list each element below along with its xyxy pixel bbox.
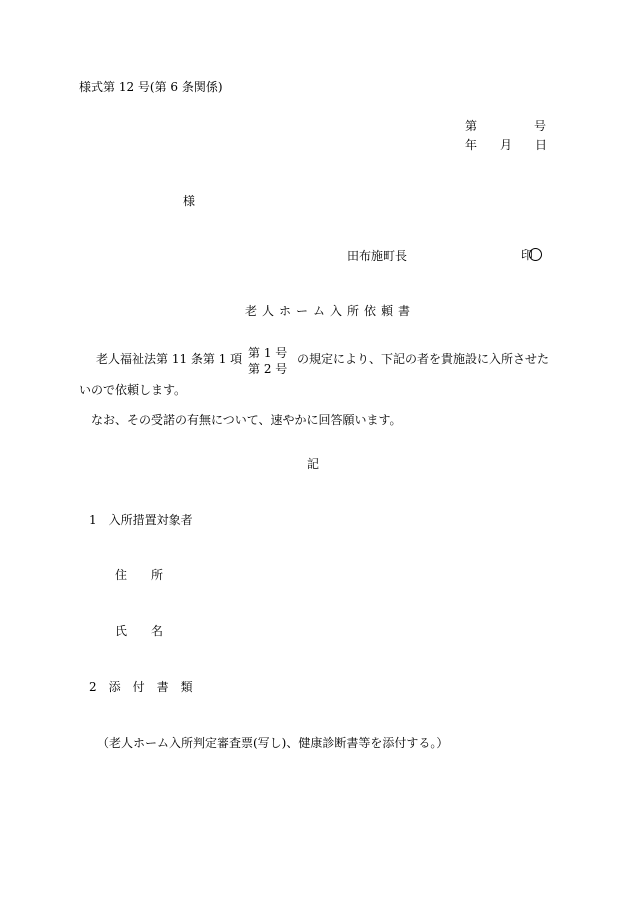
doc-number-go: 号 [534, 119, 547, 133]
name-label: 氏 名 [115, 624, 164, 638]
body-line1-suffix: の規定により、下記の者を貴施設に入所させた [297, 352, 550, 366]
date-day: 日 [535, 138, 548, 152]
form-number: 様式第 12 号(第 6 条関係) [79, 80, 223, 94]
sender-name: 田布施町長 [347, 249, 408, 263]
document-title: 老人ホーム入所依頼書 [245, 304, 416, 318]
clause-option-2: 第 2 号 [248, 362, 288, 376]
address-label: 住 所 [115, 568, 164, 582]
body-line1-prefix: 老人福祉法第 11 条第 1 項 [96, 352, 243, 366]
item1-heading: 1 入所措置対象者 [89, 513, 193, 527]
seal-char: 印 [521, 248, 534, 262]
body-line3: なお、その受諾の有無について、速やかに回答願います。 [91, 413, 402, 427]
item2-heading: 2 添 付 書 類 [89, 680, 193, 694]
date-month: 月 [500, 138, 513, 152]
clause-option-1: 第 1 号 [248, 346, 288, 360]
seal-circle-icon [529, 248, 542, 261]
addressee-sama: 様 [183, 194, 196, 208]
attachment-note: （老人ホーム入所判定審査票(写し)、健康診断書等を添付する。） [97, 736, 449, 750]
date-year: 年 [465, 138, 478, 152]
ki-heading: 記 [307, 457, 320, 471]
seal-mark [521, 247, 543, 265]
clause-options [248, 345, 287, 377]
doc-number-dai: 第 [465, 119, 478, 133]
body-line2: いので依頼します。 [79, 383, 187, 397]
